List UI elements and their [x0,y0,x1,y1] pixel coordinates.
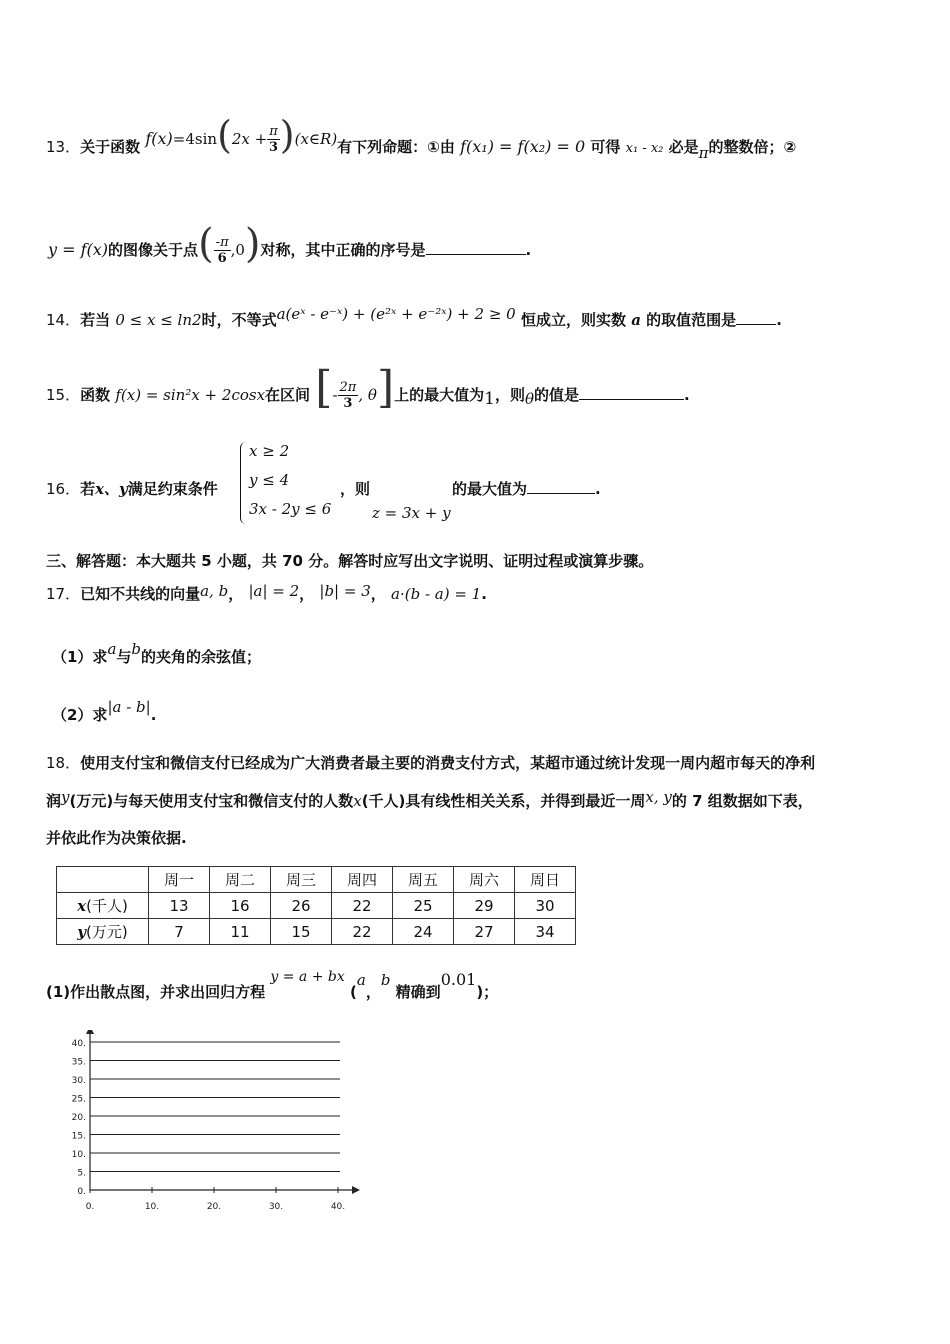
y-tick-label: 35. [71,1057,86,1068]
q18-line3: 并依此作为决策依据. [46,829,187,847]
x-tick-label: 30. [268,1202,284,1212]
q14-answer-blank[interactable] [736,310,776,325]
q15-line: 15．函数 f(x) = sin²x + 2cosx在区间 [- $\frac{2\pi}{3}$ , θ]上的最大值为1，则θ的值是 . [46,362,690,413]
table-row-x [57,893,576,919]
table-header-cell: 周一 [149,867,210,893]
table-cell: 15 [271,919,332,945]
q17-part1: （1）求a与b的夹角的余弦值； [52,640,262,666]
table-header-cell: 周六 [454,867,515,893]
table-cell: 34 [515,919,576,945]
x-tick-label: 20. [206,1202,222,1212]
scatter-plot-grid [50,1030,370,1230]
y-tick-label: 25. [71,1094,86,1105]
q18-line2: 润y(万元)与每天使用支付宝和微信支付的人数x(千人)具有线性相关关系，并得到最近一周x, y的 7 组数据如下表， [46,788,813,810]
q13-line2: y = f(x)的图像关于点( $\frac{-\pi}{6}$ ,0)对称，其中正确的序号是 . [48,221,532,267]
table-cell: 11 [210,919,271,945]
table-cell: 7 [149,919,210,945]
table-cell: 16 [210,893,271,919]
table-cell: 27 [454,919,515,945]
q17-part2: （2）求|a - b|. [52,698,157,724]
x-tick-label: 10. [144,1202,160,1212]
table-header-cell: 周四 [332,867,393,893]
q18-line1: 18．使用支付宝和微信支付已经成为广大消费者最主要的消费支付方式，某超市通过统计发现一周内超市每天的净利 [46,754,816,772]
q15-interval-frac: $\frac{2\pi}{3}$ [339,380,357,411]
y-tick-label: 10. [71,1150,86,1160]
table-header-cell: 周二 [210,867,271,893]
q13-line1: 13．关于函数 f(x)=4sin(2x + $\frac{\pi}{3}$ )(x∈R)有下列命题：①由 f(x₁) = f(x₂) = 0 可得 x₁ - x₂ 必是π的整数倍；② [46,113,797,162]
y-tick-label: 0. [77,1187,86,1197]
table-header-cell: 周三 [271,867,332,893]
q16-line: 16．若x、y满足约束条件 [46,480,218,498]
q16-answer-blank[interactable] [527,479,595,494]
row-label: y(万元) [57,919,149,945]
x-axis-arrow [352,1186,360,1194]
q13-pi-over-3: $\frac{\pi}{3}$ [268,124,279,155]
row-label: x(千人) [57,893,149,919]
q16-objective: z = 3x + y [372,504,451,522]
table-row-y [57,919,576,945]
section-3-heading: 三、解答题：本大题共 5 小题，共 70 分。解答时应写出文字说明、证明过程或演算步骤。 [46,552,654,570]
table-cell: 22 [332,893,393,919]
table-cell: 13 [149,893,210,919]
table-header-row [57,867,576,893]
table-cell: 29 [454,893,515,919]
q13-answer-blank[interactable] [426,240,526,255]
q15-answer-blank[interactable] [579,385,684,400]
table-cell: 30 [515,893,576,919]
y-tick-label: 30. [71,1076,86,1086]
q13-number: 13． [46,138,81,156]
table-cell: 24 [393,919,454,945]
y-tick-label: 15. [71,1131,86,1142]
y-tick-label: 5. [77,1168,86,1179]
y-tick-label: 20. [71,1113,86,1123]
x-tick-label: 40. [330,1202,346,1212]
q14-line: 14．若当 0 ≤ x ≤ ln2时，不等式a(eˣ - e⁻ˣ) + (e²ˣ + e⁻²ˣ) + 2 ≥ 0 恒成立，则实数 a 的取值范围是 . [46,305,782,329]
table-cell: 22 [332,919,393,945]
q16-constraint-system: x ≥ 2 y ≤ 4 3x - 2y ≤ 6 [240,442,351,524]
y-axis-arrow [86,1030,94,1034]
table-header-cell: 周五 [393,867,454,893]
table-cell: 26 [271,893,332,919]
q18-part1: (1)作出散点图，并求出回归方程 y = a + bx (a，b 精确到0.01)； [46,969,499,1001]
table-cell: 25 [393,893,454,919]
x-tick-label: 0. [85,1202,95,1212]
q13-point-frac: $\frac{-\pi}{6}$ [215,235,229,266]
q17-stem: 17．已知不共线的向量a, b， |a| = 2， |b| = 3， a·(b - a) = 1. [46,582,487,603]
y-tick-label: 40. [71,1039,86,1049]
q18-data-table [56,866,576,945]
table-header-cell: 周日 [515,867,576,893]
